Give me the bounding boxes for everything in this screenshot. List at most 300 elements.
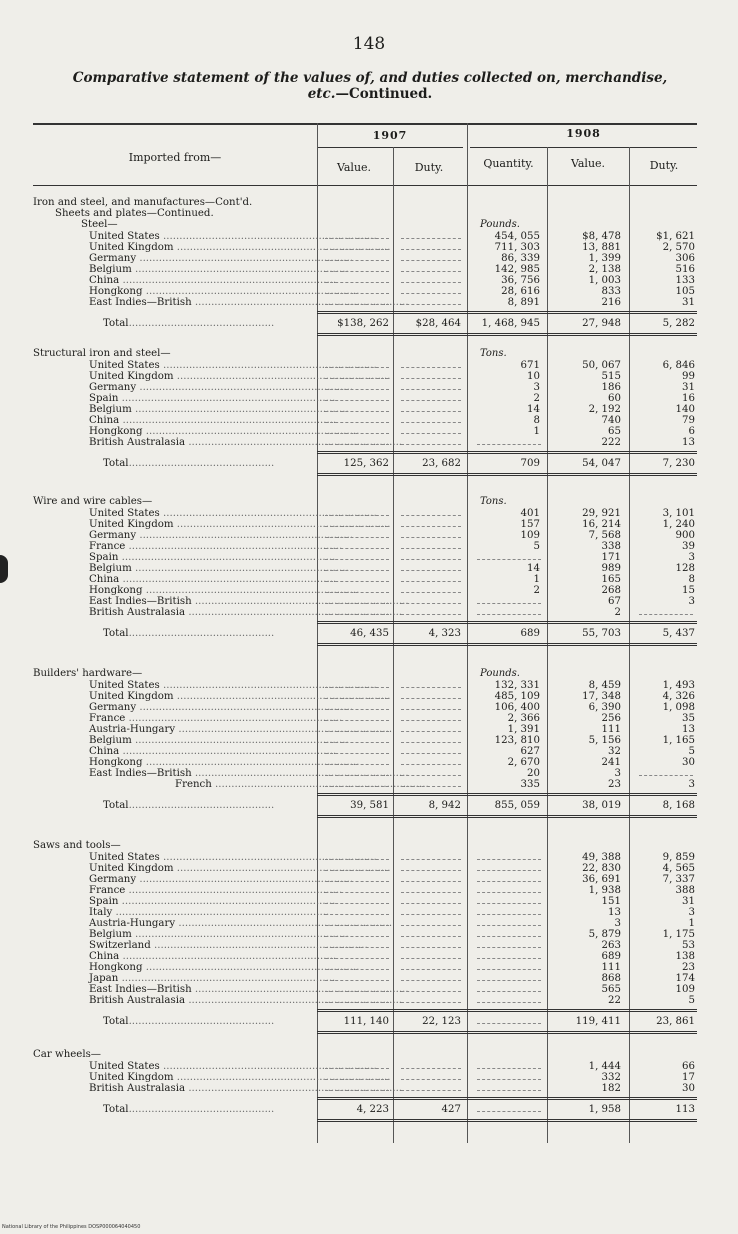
duty-1908-header: Duty. <box>649 159 679 172</box>
total-rule <box>317 313 697 314</box>
section-bottom-rule <box>317 1121 697 1122</box>
duty-cell: 30 <box>682 1083 695 1094</box>
table-row <box>33 852 697 863</box>
dotted-placeholder <box>325 433 389 434</box>
dotted-placeholder <box>401 991 461 992</box>
total-duty-1908: 23, 861 <box>656 1016 695 1027</box>
table-row <box>33 746 697 757</box>
leader-dots: .................................................................. <box>173 519 391 530</box>
country-name: United States <box>89 508 160 519</box>
table-row <box>33 264 697 275</box>
value-cell: 17, 348 <box>582 691 621 702</box>
duty-cell: 39 <box>682 541 695 552</box>
value-cell: 689 <box>601 951 621 962</box>
total-value-1907: 111, 140 <box>343 1016 389 1027</box>
country-name: Austria-Hungary <box>89 724 176 735</box>
table-top-rule <box>33 123 697 125</box>
duty-cell: 306 <box>675 253 695 264</box>
dotted-placeholder <box>401 958 461 959</box>
value-cell: 151 <box>601 896 621 907</box>
dotted-placeholder <box>325 293 389 294</box>
dotted-placeholder <box>325 400 389 401</box>
dotted-placeholder <box>325 515 389 516</box>
total-row <box>33 628 697 639</box>
leader-dots: .................................................................. <box>136 253 354 264</box>
section-bottom-rule <box>317 645 697 646</box>
value-cell: 2 <box>614 607 621 618</box>
leader-dots: .................................................................. <box>191 297 409 308</box>
table-row <box>33 768 697 779</box>
dotted-placeholder <box>325 526 389 527</box>
dotted-placeholder <box>401 260 461 261</box>
value-cell: 13 <box>608 907 621 918</box>
dotted-placeholder <box>401 786 461 787</box>
quantity-unit: Pounds. <box>480 668 520 679</box>
leader-dots: ............................................. <box>128 628 275 639</box>
year2-rule <box>470 147 697 148</box>
table-row <box>33 757 697 768</box>
total-quantity: 709 <box>520 458 540 469</box>
value-cell: 1, 399 <box>588 253 621 264</box>
title-line-2 <box>30 86 710 102</box>
duty-cell: 3 <box>688 552 695 563</box>
total-value-1908: 54, 047 <box>582 458 621 469</box>
leader-dots: .................................................................. <box>173 242 391 253</box>
dotted-placeholder <box>325 1090 389 1091</box>
total-row <box>33 1016 697 1027</box>
dotted-placeholder <box>325 548 389 549</box>
country-name: British Australasia <box>89 437 186 448</box>
dotted-placeholder <box>325 592 389 593</box>
duty-cell: 31 <box>682 297 695 308</box>
quantity-cell: 627 <box>520 746 540 757</box>
dotted-placeholder <box>325 742 389 743</box>
dotted-placeholder <box>401 775 461 776</box>
dotted-placeholder <box>477 1068 541 1069</box>
country-label <box>89 382 354 393</box>
leader-dots: .................................................................. <box>173 371 391 382</box>
country-label <box>89 574 337 585</box>
dotted-placeholder <box>401 742 461 743</box>
table-row <box>33 896 697 907</box>
dotted-placeholder <box>325 603 389 604</box>
dotted-placeholder <box>325 537 389 538</box>
total-row <box>33 1104 697 1115</box>
dotted-placeholder <box>401 433 461 434</box>
table-row <box>33 995 697 1006</box>
dotted-placeholder <box>325 947 389 948</box>
leader-dots: .................................................................. <box>185 1083 403 1094</box>
duty-cell: 66 <box>682 1061 695 1072</box>
year-1907-header: 1907 <box>372 129 408 142</box>
dotted-placeholder <box>401 870 461 871</box>
dotted-placeholder <box>401 444 461 445</box>
value-cell: 6, 390 <box>588 702 621 713</box>
leader-dots: .................................................................. <box>185 437 403 448</box>
total-row <box>33 800 697 811</box>
leader-dots: .................................................................. <box>136 874 354 885</box>
table-row <box>33 585 697 596</box>
table-row <box>33 563 697 574</box>
quantity-cell: 3 <box>533 382 540 393</box>
dotted-placeholder <box>477 947 541 948</box>
country-label <box>89 508 377 519</box>
quantity-cell: 28, 616 <box>501 286 540 297</box>
table-row <box>33 231 697 242</box>
quantity-cell: 36, 756 <box>501 275 540 286</box>
country-name: Hongkong <box>89 585 143 596</box>
duty-cell: 30 <box>682 757 695 768</box>
duty-cell: 388 <box>675 885 695 896</box>
country-label <box>89 951 337 962</box>
total-rule <box>317 621 697 622</box>
dotted-placeholder <box>401 537 461 538</box>
table-row <box>33 874 697 885</box>
section-heading-text: Wire and wire cables— <box>33 496 153 507</box>
header-bottom-rule <box>33 185 697 186</box>
duty-cell: 138 <box>675 951 695 962</box>
table-row <box>33 940 697 951</box>
total-row <box>33 318 697 329</box>
value-cell: 186 <box>601 382 621 393</box>
country-label <box>89 962 360 973</box>
dotted-placeholder <box>477 958 541 959</box>
title-continued: —Continued. <box>335 86 433 102</box>
leader-dots: ............................................. <box>128 1016 275 1027</box>
table-row <box>33 393 697 404</box>
duty-cell: 13 <box>682 437 695 448</box>
leader-dots: .................................................................. <box>142 286 360 297</box>
country-name: French <box>175 779 212 790</box>
total-rule <box>317 451 697 452</box>
table-row <box>33 724 697 735</box>
dotted-placeholder <box>477 603 541 604</box>
dotted-placeholder <box>325 859 389 860</box>
dotted-placeholder <box>401 592 461 593</box>
quantity-cell: 711, 303 <box>494 242 540 253</box>
dotted-placeholder <box>477 936 541 937</box>
duty-cell: 1, 165 <box>662 735 695 746</box>
dotted-placeholder <box>325 980 389 981</box>
country-label <box>89 1072 391 1083</box>
dotted-placeholder <box>401 515 461 516</box>
section-heading <box>33 496 697 507</box>
duty-cell: 8 <box>688 574 695 585</box>
leader-dots: .................................................................. <box>150 940 368 951</box>
section-bottom-rule <box>317 1119 697 1120</box>
country-name: Germany <box>89 253 137 264</box>
section-bottom-rule <box>317 1031 697 1032</box>
dotted-placeholder <box>401 969 461 970</box>
value-cell: 868 <box>601 973 621 984</box>
dotted-placeholder <box>325 936 389 937</box>
dotted-placeholder <box>325 709 389 710</box>
total-label <box>103 1104 313 1115</box>
quantity-cell: 671 <box>520 360 540 371</box>
country-name: United States <box>89 852 160 863</box>
total-quantity: 689 <box>520 628 540 639</box>
country-label <box>89 702 354 713</box>
section-bottom-rule <box>317 475 697 476</box>
total-duty-1908: 7, 230 <box>662 458 695 469</box>
total-value-1908: 38, 019 <box>582 800 621 811</box>
total-quantity: 1, 468, 945 <box>481 318 540 329</box>
quantity-cell: 335 <box>520 779 540 790</box>
dotted-placeholder <box>401 1002 461 1003</box>
duty-cell: 109 <box>675 984 695 995</box>
country-name: East Indies—British <box>89 768 192 779</box>
country-name: Hongkong <box>89 757 143 768</box>
duty-cell: 53 <box>682 940 695 951</box>
leader-dots: .................................................................. <box>131 264 349 275</box>
dotted-placeholder <box>401 304 461 305</box>
country-label <box>89 264 349 275</box>
quantity-cell: 5 <box>533 541 540 552</box>
value-1908-header: Value. <box>570 157 606 170</box>
quantity-cell: 20 <box>527 768 540 779</box>
table-row <box>33 574 697 585</box>
country-name: Switzerland <box>89 940 151 951</box>
leader-dots: .................................................................. <box>119 746 337 757</box>
dotted-placeholder <box>325 731 389 732</box>
title-etc: etc. <box>307 86 336 102</box>
total-duty-1907: $28, 464 <box>415 318 461 329</box>
country-label <box>89 519 391 530</box>
country-label <box>89 415 337 426</box>
page-number: 148 <box>352 34 386 54</box>
country-name: Germany <box>89 530 137 541</box>
section-heading <box>33 1049 697 1060</box>
country-label <box>89 1083 403 1094</box>
country-name: British Australasia <box>89 1083 186 1094</box>
value-cell: 2, 192 <box>588 404 621 415</box>
leader-dots: .................................................................. <box>136 382 354 393</box>
dotted-placeholder <box>401 570 461 571</box>
table-row <box>33 885 697 896</box>
duty-cell: 1, 098 <box>662 702 695 713</box>
dotted-placeholder <box>401 698 461 699</box>
dotted-placeholder <box>401 282 461 283</box>
dotted-placeholder <box>401 271 461 272</box>
leader-dots: .................................................................. <box>142 757 360 768</box>
dotted-placeholder <box>325 764 389 765</box>
table-row <box>33 691 697 702</box>
dotted-placeholder <box>477 444 541 445</box>
table-row <box>33 680 697 691</box>
country-label <box>89 563 349 574</box>
section-heading-text: Sheets and plates—Continued. <box>55 208 214 219</box>
country-label <box>89 907 330 918</box>
country-label <box>89 973 336 984</box>
leader-dots: .................................................................. <box>191 596 409 607</box>
country-name: United Kingdom <box>89 863 174 874</box>
duty-cell: 31 <box>682 896 695 907</box>
table-row <box>33 735 697 746</box>
section-bottom-rule <box>317 815 697 816</box>
dotted-placeholder <box>325 753 389 754</box>
leader-dots: .................................................................. <box>119 415 337 426</box>
table-row <box>33 508 697 519</box>
dotted-placeholder <box>401 238 461 239</box>
table-row <box>33 275 697 286</box>
duty-cell: 174 <box>675 973 695 984</box>
country-label <box>89 585 360 596</box>
table-row <box>33 973 697 984</box>
duty-cell: 35 <box>682 713 695 724</box>
country-label <box>89 437 403 448</box>
leader-dots: .................................................................. <box>142 962 360 973</box>
leader-dots: .................................................................. <box>125 713 343 724</box>
dotted-placeholder <box>325 914 389 915</box>
binding-shadow <box>0 555 8 583</box>
section-heading-text: Iron and steel, and manufactures—Cont'd. <box>33 197 253 208</box>
dotted-placeholder <box>325 1002 389 1003</box>
value-cell: 22 <box>608 995 621 1006</box>
country-name: East Indies—British <box>89 984 192 995</box>
country-label <box>89 371 391 382</box>
dotted-placeholder <box>477 559 541 560</box>
dotted-placeholder <box>401 859 461 860</box>
value-cell: 263 <box>601 940 621 951</box>
value-cell: 5, 879 <box>588 929 621 940</box>
leader-dots: .................................................................. <box>191 768 409 779</box>
value-cell: 5, 156 <box>588 735 621 746</box>
country-label <box>89 680 377 691</box>
duty-cell: 140 <box>675 404 695 415</box>
dotted-placeholder <box>325 687 389 688</box>
dotted-placeholder <box>401 389 461 390</box>
country-name: Belgium <box>89 264 132 275</box>
value-cell: 241 <box>601 757 621 768</box>
duty-cell: 900 <box>675 530 695 541</box>
table-row <box>33 951 697 962</box>
leader-dots: .................................................................. <box>131 929 349 940</box>
value-cell: 515 <box>601 371 621 382</box>
total-duty-1907: 427 <box>441 1104 461 1115</box>
section-bottom-rule <box>317 817 697 818</box>
table-row <box>33 1072 697 1083</box>
leader-dots: .................................................................. <box>136 530 354 541</box>
quantity-cell: 2, 670 <box>507 757 540 768</box>
table-row <box>33 596 697 607</box>
dotted-placeholder <box>639 614 693 615</box>
country-name: United Kingdom <box>89 691 174 702</box>
value-cell: 1, 444 <box>588 1061 621 1072</box>
table-row <box>33 426 697 437</box>
country-name: United Kingdom <box>89 519 174 530</box>
dotted-placeholder <box>401 914 461 915</box>
country-name: Belgium <box>89 404 132 415</box>
dotted-placeholder <box>477 892 541 893</box>
duty-cell: 516 <box>675 264 695 275</box>
duty-cell: 13 <box>682 724 695 735</box>
table-row <box>33 371 697 382</box>
country-label <box>89 724 393 735</box>
total-label <box>103 318 313 329</box>
table-row <box>33 713 697 724</box>
dotted-placeholder <box>477 980 541 981</box>
dotted-placeholder <box>477 914 541 915</box>
total-value-1908: 1, 958 <box>588 1104 621 1115</box>
value-cell: 332 <box>601 1072 621 1083</box>
dotted-placeholder <box>325 881 389 882</box>
table-row <box>33 297 697 308</box>
value-cell: 740 <box>601 415 621 426</box>
dotted-placeholder <box>477 614 541 615</box>
quantity-cell: 8, 891 <box>507 297 540 308</box>
dotted-placeholder <box>325 786 389 787</box>
duty-cell: 9, 859 <box>662 852 695 863</box>
table-row <box>33 907 697 918</box>
leader-dots: .................................................................. <box>119 275 337 286</box>
duty-cell: 2, 570 <box>662 242 695 253</box>
quantity-cell: 10 <box>527 371 540 382</box>
total-value-1908: 119, 411 <box>575 1016 621 1027</box>
page-title <box>30 70 710 102</box>
country-name: Belgium <box>89 735 132 746</box>
dotted-placeholder <box>401 249 461 250</box>
duty-cell: 16 <box>682 393 695 404</box>
country-name: China <box>89 415 120 426</box>
footer-watermark: National Library of the Philippines DOSP000064040450 <box>2 1224 141 1230</box>
leader-dots: .................................................................. <box>159 508 377 519</box>
duty-cell: 4, 326 <box>662 691 695 702</box>
table-row <box>33 1061 697 1072</box>
value-cell: 49, 388 <box>582 852 621 863</box>
value-cell: 111 <box>601 962 621 973</box>
value-cell: $8, 478 <box>582 231 621 242</box>
duty-cell: 133 <box>675 275 695 286</box>
value-cell: 13, 881 <box>582 242 621 253</box>
value-cell: 989 <box>601 563 621 574</box>
imported-from-header: Imported from— <box>128 151 222 164</box>
total-rule <box>317 795 697 796</box>
quantity-cell: 1 <box>533 426 540 437</box>
quantity-cell: 157 <box>520 519 540 530</box>
duty-cell: 31 <box>682 382 695 393</box>
dotted-placeholder <box>325 282 389 283</box>
country-label <box>89 530 354 541</box>
dotted-placeholder <box>477 903 541 904</box>
quantity-1908-header: Quantity. <box>483 157 534 170</box>
total-text: Total <box>103 458 129 469</box>
dotted-placeholder <box>401 581 461 582</box>
table-row <box>33 1083 697 1094</box>
leader-dots: .................................................................. <box>185 607 403 618</box>
quantity-cell: 1, 391 <box>507 724 540 735</box>
duty-cell: 15 <box>682 585 695 596</box>
country-label <box>89 1061 377 1072</box>
country-name: East Indies—British <box>89 297 192 308</box>
dotted-placeholder <box>401 293 461 294</box>
section-bottom-rule <box>317 473 697 474</box>
value-cell: 3 <box>614 768 621 779</box>
table-row <box>33 437 697 448</box>
country-name: China <box>89 746 120 757</box>
duty-cell: 105 <box>675 286 695 297</box>
table-row <box>33 607 697 618</box>
value-cell: 67 <box>608 596 621 607</box>
leader-dots: .................................................................. <box>125 541 343 552</box>
total-duty-1908: 8, 168 <box>662 800 695 811</box>
duty-cell: 7, 337 <box>662 874 695 885</box>
duty-cell: 1, 175 <box>662 929 695 940</box>
total-rule <box>317 453 697 454</box>
dotted-placeholder <box>325 271 389 272</box>
value-cell: 171 <box>601 552 621 563</box>
country-label <box>89 297 409 308</box>
total-duty-1908: 5, 437 <box>662 628 695 639</box>
